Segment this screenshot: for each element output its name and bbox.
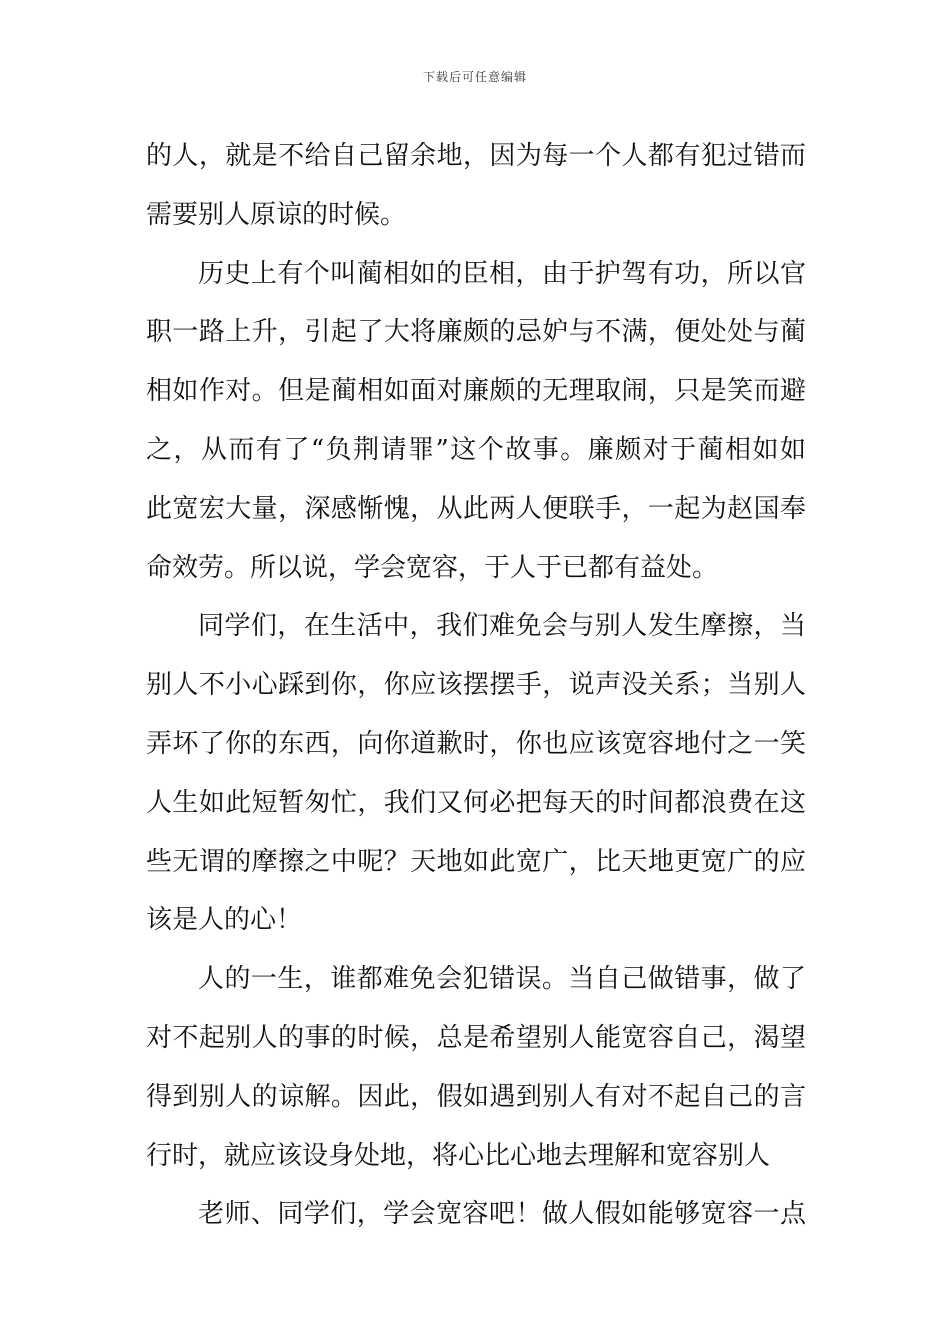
text-line: 同学们，在生活中，我们难免会与别人发生摩擦，当 (198, 611, 806, 642)
text-line: 历史上有个叫蔺相如的臣相，由于护驾有功，所以官 (198, 258, 806, 289)
text-line: 该是人的心！ (146, 905, 303, 936)
page-header-note: 下载后可任意编辑 (422, 70, 527, 84)
text-line: 行时，就应该设身处地，将心比心地去理解和宽容别人 (146, 1140, 771, 1171)
text-line: 人的一生，谁都难免会犯错误。当自己做错事，做了 (198, 964, 806, 995)
text-line: 需要别人原谅的时候。 (146, 199, 407, 230)
text-line: 此宽宏大量，深感惭愧，从此两人便联手，一起为赵国奉 (146, 493, 806, 524)
text-line: 别人不小心踩到你，你应该摆摆手，说声没关系；当别人 (146, 670, 806, 701)
text-line: 得到别人的谅解。因此，假如遇到别人有对不起自己的言 (146, 1081, 806, 1112)
text-line: 相如作对。但是蔺相如面对廉颇的无理取闹，只是笑而避 (146, 376, 806, 407)
text-line: 弄坏了你的东西，向你道歉时，你也应该宽容地付之一笑 (146, 728, 806, 759)
text-line: 些无谓的摩擦之中呢？天地如此宽广，比天地更宽广的应 (146, 846, 806, 877)
document-body (146, 127, 806, 1244)
text-line: 的人，就是不给自己留余地，因为每一个人都有犯过错而 (146, 141, 806, 171)
text-line: 对不起别人的事的时候，总是希望别人能宽容自己，渴望 (146, 1022, 806, 1053)
text-line: 老师、同学们，学会宽容吧！做人假如能够宽容一点 (198, 1199, 806, 1230)
text-line: 职一路上升，引起了大将廉颇的忌妒与不满，便处处与蔺 (146, 317, 806, 348)
text-line: 人生如此短暂匆忙，我们又何必把每天的时间都浪费在这 (146, 787, 806, 818)
text-line: 命效劳。所以说，学会宽容，于人于已都有益处。 (146, 552, 719, 583)
text-line: 之，从而有了“负荆请罪”这个故事。廉颇对于蔺相如如 (146, 434, 806, 465)
